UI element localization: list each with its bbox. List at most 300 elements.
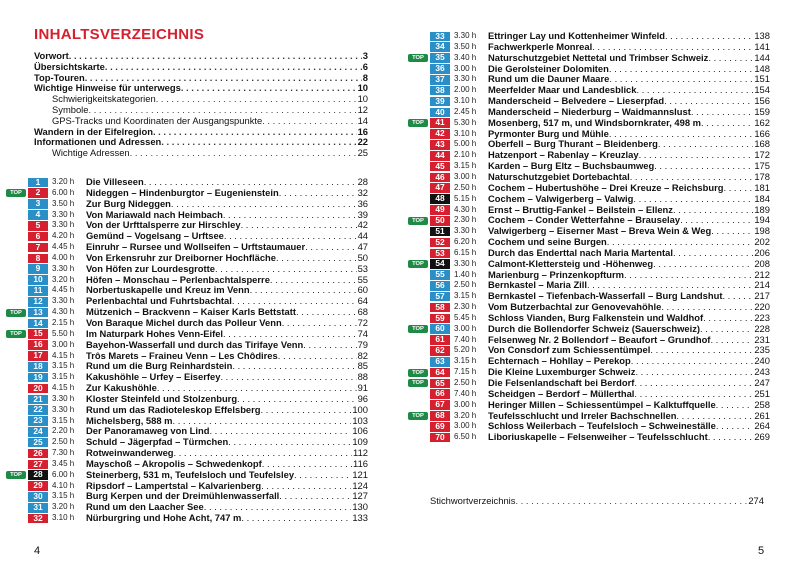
tour-duration: 7.15 h — [454, 367, 477, 377]
tour-duration: 7.40 h — [454, 388, 477, 398]
tour-duration: 3.50 h — [454, 41, 477, 51]
leader-dots — [279, 188, 357, 199]
tour-entry[interactable] — [6, 188, 368, 199]
tour-number-badge: 53 — [430, 249, 450, 259]
tour-name: Die Kleine Luxemburger Schweiz — [488, 366, 636, 378]
tour-number-badge: 7 — [28, 243, 48, 253]
tour-number-badge: 69 — [430, 422, 450, 432]
tour-page: 109 — [352, 436, 368, 448]
leader-dots — [270, 275, 357, 286]
tour-number-badge: 13 — [28, 308, 48, 318]
leader-dots — [515, 496, 747, 507]
toc-entry-page: 10 — [357, 82, 368, 94]
leader-dots — [262, 116, 356, 127]
tour-name: Michelsberg, 588 m — [86, 414, 173, 426]
tour-page: 251 — [754, 387, 770, 399]
tour-duration: 2.00 h — [454, 85, 477, 95]
tour-entry[interactable] — [6, 513, 368, 524]
tour-duration: 3.15 h — [52, 415, 75, 425]
tour-name: Ernst – Bruttig-Fankel – Beilstein – Ellenz — [488, 203, 673, 215]
tour-duration: 4.45 h — [52, 242, 75, 252]
tour-number-badge: 64 — [430, 368, 450, 378]
tour-page: 130 — [352, 501, 368, 513]
tour-duration: 4.00 h — [52, 252, 75, 262]
tour-name: Zur Burg Nideggen — [86, 197, 171, 209]
tour-entry[interactable] — [408, 270, 770, 281]
top-badge: TOP — [408, 379, 428, 387]
leader-dots — [635, 367, 753, 378]
tour-name: Im Naturpark Hohes Venn-Eifel — [86, 327, 224, 339]
tour-duration: 6.15 h — [454, 247, 477, 257]
tour-duration: 3.00 h — [454, 421, 477, 431]
tour-number-badge: 17 — [28, 351, 48, 361]
tour-number-badge: 58 — [430, 303, 450, 313]
toc-entry-title: Symbole — [52, 103, 89, 115]
tour-name: Durch das Enderttal nach Maria Martental — [488, 246, 673, 258]
tour-duration: 3.10 h — [454, 128, 477, 138]
tour-number-badge: 5 — [28, 221, 48, 231]
tour-duration: 3.20 h — [52, 274, 75, 284]
tour-page: 36 — [357, 197, 368, 209]
tour-number-badge: 46 — [430, 173, 450, 183]
tour-name: Gemünd – Vogelsang – Urftsee — [86, 230, 224, 242]
tour-duration: 2.10 h — [454, 150, 477, 160]
tour-duration: 3.00 h — [52, 339, 75, 349]
tour-number-badge: 68 — [430, 411, 450, 421]
toc-entry-page: 6 — [362, 60, 368, 72]
leader-dots — [305, 242, 356, 253]
tour-name: Schloss Vianden, Burg Falkenstein und Waldhof — [488, 311, 704, 323]
tour-number-badge: 11 — [28, 286, 48, 296]
tour-entry[interactable] — [6, 470, 368, 481]
leader-dots — [223, 210, 357, 221]
toc-entry-title: Top-Touren — [34, 71, 85, 83]
tour-page: 168 — [754, 138, 770, 150]
tour-name: Die Villeseen — [86, 176, 144, 187]
tour-page: 112 — [353, 447, 368, 459]
tour-page: 214 — [754, 279, 770, 291]
tour-entry[interactable] — [6, 199, 368, 210]
toc-entry-page: 3 — [362, 50, 368, 61]
toc-entry-page: 14 — [357, 114, 368, 126]
tour-name: Der Panoramaweg von Lind — [86, 425, 210, 437]
tour-number-badge: 14 — [28, 319, 48, 329]
tour-duration: 4.30 h — [454, 204, 477, 214]
tour-number-badge: 50 — [430, 216, 450, 226]
tour-page: 88 — [357, 371, 368, 383]
index-entry[interactable] — [430, 496, 764, 507]
tour-duration: 5.45 h — [454, 312, 477, 322]
tour-duration: 3.50 h — [52, 198, 75, 208]
tour-name: Von Consdorf zum Schiessentümpel — [488, 344, 651, 356]
tour-name: Cochem – Hubertushöhe – Drei Kreuze – Reichsburg — [488, 181, 724, 193]
tour-name: Schuld – Jägerpfad – Türmchen — [86, 436, 229, 448]
top-badge: TOP — [6, 471, 26, 479]
tour-name: Durch die Bollendorfer Schweiz (Sauerschweiz) — [488, 322, 701, 334]
tour-duration: 5.20 h — [454, 345, 477, 355]
tour-duration: 4.15 h — [52, 350, 75, 360]
tour-name: Trôs Marets – Fraineu Venn – Les Chôdires — [86, 349, 278, 361]
leader-dots — [633, 194, 753, 205]
tour-page: 189 — [754, 203, 770, 215]
tour-number-badge: 70 — [430, 433, 450, 443]
tour-page: 116 — [353, 457, 368, 469]
tour-name: Mosenberg, 517 m, und Windsbornkrater, 498 m — [488, 116, 701, 128]
toc-entry[interactable] — [34, 116, 368, 127]
tour-page: 50 — [357, 251, 368, 263]
tour-number-badge: 30 — [28, 492, 48, 502]
tour-duration: 2.50 h — [454, 378, 477, 387]
tour-name: Mayschoß – Akropolis – Schwedenkopf — [86, 457, 262, 469]
leader-dots — [261, 405, 352, 416]
tour-list-left — [6, 177, 368, 524]
tour-duration: 3.30 h — [454, 74, 477, 84]
tour-duration: 1.40 h — [454, 269, 477, 279]
tour-duration: 6.50 h — [454, 432, 477, 442]
tour-page: 42 — [357, 219, 368, 231]
tour-duration: 3.20 h — [454, 410, 477, 420]
tour-number-badge: 9 — [28, 264, 48, 274]
leader-dots — [710, 335, 753, 346]
tour-duration: 3.15 h — [454, 356, 477, 366]
tour-page: 28 — [357, 176, 368, 187]
tour-name: Kloster Steinfeld und Stolzenburg — [86, 392, 238, 404]
tour-duration: 3.30 h — [454, 31, 477, 40]
tour-page: 184 — [754, 192, 770, 204]
tour-duration: 3.20 h — [52, 177, 75, 186]
tour-page: 261 — [754, 409, 770, 421]
tour-name: Heringer Millen – Schiessentümpel – Kalktuffquelle — [488, 398, 716, 410]
tour-page: 228 — [754, 322, 770, 334]
tour-page: 166 — [754, 127, 770, 139]
leader-dots — [276, 253, 357, 264]
tour-page: 72 — [357, 316, 368, 328]
tour-duration: 3.15 h — [454, 291, 477, 301]
leader-dots — [250, 285, 357, 296]
tour-number-badge: 8 — [28, 254, 48, 264]
tour-number-badge: 51 — [430, 227, 450, 237]
tour-page: 172 — [754, 149, 770, 161]
tour-page: 235 — [754, 344, 770, 356]
tour-number-badge: 37 — [430, 75, 450, 85]
tour-number-badge: 47 — [430, 183, 450, 193]
tour-duration: 2.30 h — [454, 215, 477, 225]
leader-dots — [296, 307, 357, 318]
leader-dots — [105, 62, 362, 73]
tour-duration: 3.30 h — [52, 393, 75, 403]
tour-entry[interactable] — [6, 437, 368, 448]
toc-entry-title: Informationen und Adressen — [34, 136, 162, 148]
tour-page: 240 — [754, 355, 770, 367]
tour-page: 269 — [754, 431, 770, 443]
tour-number-badge: 4 — [28, 210, 48, 220]
tour-page: 206 — [754, 246, 770, 258]
tour-name: Von Mariawald nach Heimbach — [86, 208, 223, 220]
tour-name: Die Gerolsteiner Dolomiten — [488, 62, 609, 74]
tour-number-badge: 2 — [28, 188, 48, 198]
toc-entry-page: 22 — [357, 136, 368, 148]
tour-number-badge: 15 — [28, 329, 48, 339]
top-badge: TOP — [408, 412, 428, 420]
tour-duration: 4.15 h — [52, 383, 75, 393]
tour-name: Rund um den Laacher See — [86, 501, 204, 513]
tour-number-badge: 24 — [28, 427, 48, 437]
tour-name: Nürburgring und Hohe Acht, 747 m — [86, 512, 242, 524]
tour-name: Hatzenport – Rabenlay – Kreuzlay — [488, 149, 639, 161]
tour-duration: 3.20 h — [52, 502, 75, 512]
leader-dots — [278, 351, 357, 362]
tour-duration: 2.20 h — [52, 426, 75, 436]
tour-page: 32 — [357, 186, 368, 198]
tour-duration: 4.10 h — [52, 480, 75, 490]
tour-page: 178 — [754, 170, 770, 182]
tour-number-badge: 34 — [430, 42, 450, 52]
tour-name: Kakushöhle – Urfey – Eiserfey — [86, 371, 221, 383]
tour-number-badge: 28 — [28, 470, 48, 480]
tour-name: Cochem – Conder Wetterfahne – Brauselay — [488, 214, 681, 226]
tour-page: 133 — [352, 512, 368, 524]
tour-name: Höfen – Monschau – Perlenbachtalsperre — [86, 273, 270, 285]
tour-name: Zur Kakushöhle — [86, 382, 157, 394]
tour-entry[interactable] — [408, 194, 770, 205]
tour-number-badge: 36 — [430, 64, 450, 74]
toc-entry-title: Schwierigkeitskategorien — [52, 93, 156, 105]
tour-entry[interactable] — [6, 264, 368, 275]
tour-page: 175 — [754, 160, 770, 172]
tour-name: Die Felsenlandschaft bei Berdorf — [488, 377, 635, 388]
tour-duration: 3.40 h — [454, 52, 477, 62]
tour-page: 68 — [357, 306, 368, 318]
tour-name: Steinerberg, 531 m, Teufelsloch und Teufelsley — [86, 468, 295, 480]
top-badge: TOP — [408, 54, 428, 62]
tour-duration: 3.10 h — [454, 96, 477, 106]
tour-page: 85 — [357, 360, 368, 372]
tour-entry[interactable] — [408, 53, 770, 64]
front-matter-toc — [34, 51, 368, 159]
tour-page: 144 — [754, 51, 770, 63]
toc-entry-page: 12 — [357, 103, 368, 115]
tour-page: 55 — [357, 273, 368, 285]
tour-number-badge: 54 — [430, 259, 450, 269]
toc-entry-page: 10 — [357, 93, 368, 105]
tour-page: 79 — [357, 338, 368, 350]
tour-page: 44 — [357, 230, 368, 242]
leader-dots — [700, 324, 753, 335]
tour-number-badge: 38 — [430, 86, 450, 96]
tour-entry[interactable] — [408, 432, 770, 443]
tour-page: 60 — [357, 284, 368, 296]
tour-page: 138 — [754, 30, 770, 41]
tour-duration: 3.15 h — [52, 491, 75, 501]
leader-dots — [232, 361, 356, 372]
tour-page: 181 — [754, 181, 770, 193]
tour-duration: 3.15 h — [52, 372, 75, 382]
leader-dots — [639, 150, 754, 161]
tour-duration: 5.15 h — [454, 193, 477, 203]
tour-duration: 2.50 h — [454, 182, 477, 192]
tour-duration: 3.30 h — [52, 404, 75, 414]
leader-dots — [209, 426, 351, 437]
tour-duration: 3.00 h — [454, 399, 477, 409]
tour-list-right — [408, 31, 770, 443]
tour-page: 208 — [754, 257, 770, 269]
tour-number-badge: 16 — [28, 340, 48, 350]
tour-number-badge: 12 — [28, 297, 48, 307]
tour-duration: 3.30 h — [52, 296, 75, 306]
tour-number-badge: 3 — [28, 199, 48, 209]
tour-name: Echternach – Hohllay – Perekop — [488, 355, 631, 367]
tour-number-badge: 43 — [430, 140, 450, 150]
tour-name: Fachwerkperle Monreal — [488, 40, 593, 52]
tour-name: Rund um die Dauner Maare — [488, 73, 610, 85]
tour-page: 231 — [754, 333, 770, 345]
tour-page: 127 — [352, 490, 368, 502]
leader-dots — [654, 161, 753, 172]
tour-name: Karden – Burg Eltz – Buchsbaumweg — [488, 160, 655, 172]
tour-entry[interactable] — [408, 400, 770, 411]
tour-page: 53 — [357, 262, 368, 274]
leader-dots — [303, 340, 356, 351]
tour-duration: 4.45 h — [52, 285, 75, 295]
tour-number-badge: 1 — [28, 178, 48, 188]
tour-page: 39 — [357, 208, 368, 220]
tour-name: Von der Urfttalsperre zur Hirschley — [86, 219, 241, 231]
tour-duration: 2.30 h — [454, 302, 477, 312]
toc-entry-page: 16 — [357, 125, 368, 137]
tour-entry[interactable] — [408, 324, 770, 335]
tour-number-badge: 22 — [28, 405, 48, 415]
leader-dots — [708, 432, 754, 443]
tour-number-badge: 41 — [430, 118, 450, 128]
tour-page: 148 — [754, 62, 770, 74]
tour-number-badge: 57 — [430, 292, 450, 302]
tour-name: Ripsdorf – Lampertstal – Kalvarienberg — [86, 479, 262, 491]
tour-name: Burg Kerpen und der Dreimühlenwasserfall — [86, 490, 280, 502]
top-badge: TOP — [408, 217, 428, 225]
tour-name: Von Höfen zur Lourdesgrotte — [86, 262, 215, 274]
tour-number-badge: 61 — [430, 335, 450, 345]
leader-dots — [708, 53, 753, 64]
leader-dots — [609, 64, 753, 75]
toc-entry[interactable] — [34, 62, 368, 73]
tour-entry[interactable] — [6, 405, 368, 416]
tour-page: 156 — [754, 95, 770, 107]
tour-number-badge: 29 — [28, 481, 48, 491]
tour-page: 96 — [357, 392, 368, 404]
toc-entry-page: 25 — [357, 147, 368, 159]
leader-dots — [711, 226, 753, 237]
tour-duration: 3.30 h — [52, 209, 75, 219]
leader-dots — [161, 137, 356, 148]
page-title: INHALTSVERZEICHNIS — [34, 26, 205, 43]
tour-duration: 4.30 h — [52, 307, 75, 317]
tour-number-badge: 6 — [28, 232, 48, 242]
leader-dots — [215, 264, 357, 275]
tour-duration: 3.00 h — [454, 323, 477, 333]
tour-name: Calmont-Klettersteig und -Höhenweg — [488, 257, 654, 269]
tour-name: Perlenbachtal und Fuhrtsbachtal — [86, 295, 232, 307]
leader-dots — [658, 139, 754, 150]
tour-page: 217 — [754, 290, 770, 302]
tour-number-badge: 44 — [430, 151, 450, 161]
tour-entry[interactable] — [6, 340, 368, 351]
tour-number-badge: 56 — [430, 281, 450, 291]
tour-page: 212 — [754, 268, 770, 280]
tour-name: Bernkastel – Tiefenbach-Wasserfall – Burg Landshut — [488, 290, 723, 302]
tour-number-badge: 35 — [430, 53, 450, 63]
leader-dots — [181, 83, 357, 94]
tour-page: 151 — [754, 73, 770, 85]
toc-entry-title: Wichtige Hinweise für unterwegs — [34, 82, 181, 94]
tour-number-badge: 65 — [430, 379, 450, 389]
leader-dots — [69, 51, 362, 62]
toc-entry[interactable] — [34, 148, 368, 159]
tour-entry[interactable] — [408, 259, 770, 270]
tour-name: Manderscheid – Niederburg – Waidmannslust — [488, 105, 691, 117]
tour-name: Rotweinwanderweg — [86, 447, 174, 459]
tour-name: Bayehon-Wasserfall und durch das Tirifaye Venn — [86, 338, 304, 350]
tour-number-badge: 40 — [430, 108, 450, 118]
tour-page: 243 — [754, 366, 770, 378]
leader-dots — [156, 94, 357, 105]
tour-number-badge: 45 — [430, 162, 450, 172]
tour-name: Pyrmonter Burg und Mühle — [488, 127, 609, 139]
tour-duration: 6.00 h — [52, 187, 75, 197]
tour-page: 47 — [357, 241, 368, 253]
tour-name: Rund um die Burg Reinhardstein — [86, 360, 233, 372]
leader-dots — [634, 378, 753, 389]
leader-dots — [130, 148, 357, 159]
tour-page: 103 — [352, 414, 368, 426]
tour-duration: 3.30 h — [454, 226, 477, 236]
tour-page: 64 — [357, 295, 368, 307]
tour-number-badge: 59 — [430, 314, 450, 324]
top-badge: TOP — [408, 369, 428, 377]
tour-page: 159 — [754, 105, 770, 117]
tour-entry[interactable] — [6, 372, 368, 383]
tour-page: 202 — [754, 236, 770, 248]
tour-name: Valwigerberg – Eiserner Mast – Breva Wein & Weg — [488, 225, 712, 237]
toc-entry-title: Wandern in der Eifelregion — [34, 125, 153, 137]
index-entry-label: Stichwortverzeichnis — [430, 495, 516, 506]
tour-name: Felsenweg Nr. 2 Bollendorf – Beaufort – Grundhof — [488, 333, 711, 345]
top-badge: TOP — [6, 309, 26, 317]
tour-name: Mützenich – Brackvenn – Kaiser Karls Bettstatt — [86, 306, 296, 318]
tour-duration: 3.30 h — [454, 258, 477, 268]
tour-number-badge: 26 — [28, 449, 48, 459]
right-page — [400, 0, 800, 570]
tour-number-badge: 63 — [430, 357, 450, 367]
tour-number-badge: 62 — [430, 346, 450, 356]
tour-number-badge: 39 — [430, 97, 450, 107]
leader-dots — [624, 270, 753, 281]
tour-duration: 3.45 h — [52, 458, 75, 468]
tour-name: Vom Butzerbachtal zur Genovevahöhle — [488, 301, 662, 313]
leader-dots — [228, 437, 351, 448]
tour-entry[interactable] — [408, 118, 770, 129]
tour-number-badge: 19 — [28, 373, 48, 383]
tour-name: Bernkastel – Maria Zill — [488, 279, 588, 291]
tour-name: Ettringer Lay und Kottenheimer Winfeld — [488, 30, 666, 41]
tour-duration: 5.50 h — [52, 328, 75, 338]
tour-number-badge: 25 — [28, 438, 48, 448]
tour-number-badge: 23 — [28, 416, 48, 426]
tour-duration: 2.15 h — [52, 317, 75, 327]
leader-dots — [722, 291, 753, 302]
tour-duration: 2.50 h — [454, 280, 477, 290]
tour-number-badge: 10 — [28, 275, 48, 285]
tour-page: 100 — [352, 403, 368, 415]
